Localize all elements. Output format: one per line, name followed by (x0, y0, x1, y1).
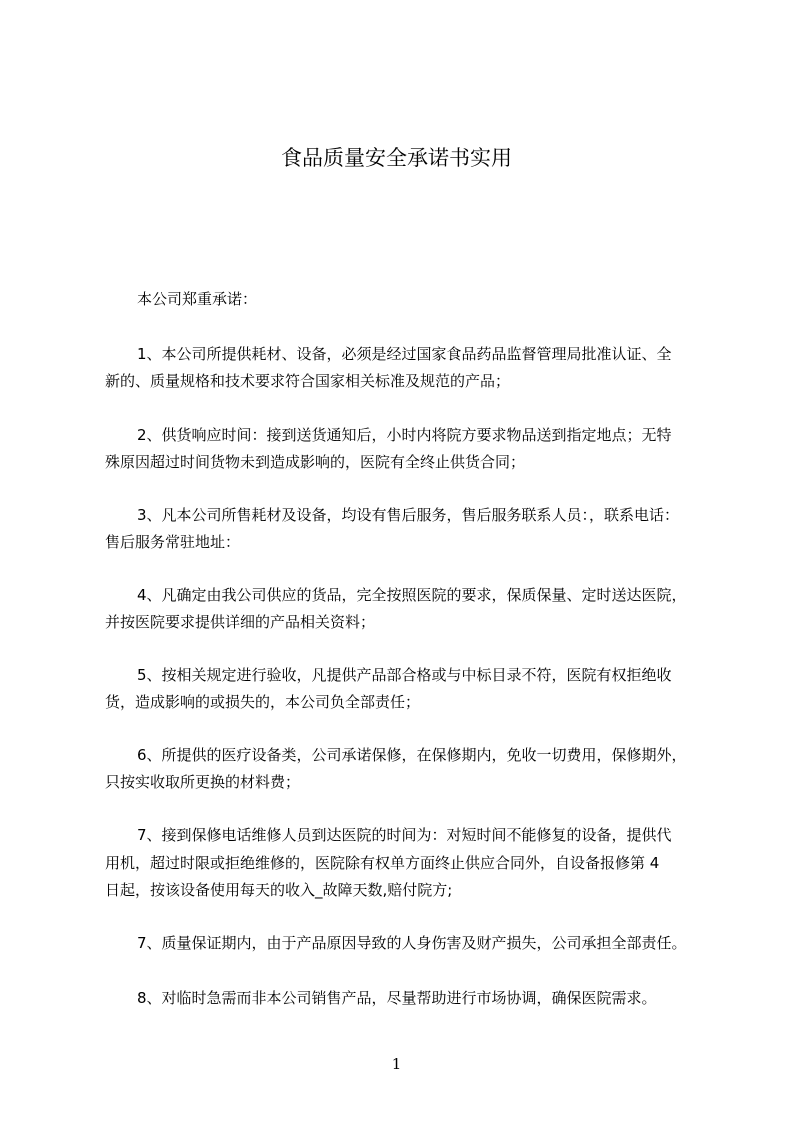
clause-3-line-1: 3、凡本公司所售耗材及设备，均设有售后服务，售后服务联系人员：，联系电话： (137, 506, 680, 524)
clause-1-line-1: 1、本公司所提供耗材、设备，必须是经过国家食品药品监督管理局批准认证、全 (137, 345, 672, 363)
clause-7-line-2: 用机，超过时限或拒绝维修的，医院除有权单方面终止供应合同外，自设备报修第 4 (105, 854, 660, 872)
clause-5-line-1: 5、按相关规定进行验收，凡提供产品部合格或与中标目录不符，医院有权拒绝收 (137, 666, 672, 684)
clause-6-line-1: 6、所提供的医疗设备类，公司承诺保修，在保修期内，免收一切费用，保修期外， (137, 746, 687, 764)
document-title: 食品质量安全承诺书实用 (281, 146, 512, 170)
clause-8-line-1: 8、对临时急需而非本公司销售产品，尽量帮助进行市场协调，确保医院需求。 (137, 989, 657, 1007)
clause-7-line-3: 日起，按该设备使用每天的收入_故障天数,赔付院方; (105, 881, 453, 899)
clause-2-line-2: 殊原因超过时间货物未到造成影响的，医院有全终止供货合同； (105, 453, 526, 471)
page-number: 1 (391, 1055, 402, 1073)
clause-3-line-2: 售后服务常驻地址： (105, 533, 241, 551)
clause-1-line-2: 新的、质量规格和技术要求符合国家相关标准及规范的产品； (105, 372, 511, 390)
clause-7-line-1: 7、接到保修电话维修人员到达医院的时间为：对短时间不能修复的设备，提供代 (137, 826, 672, 844)
clause-5-line-2: 货，造成影响的或损失的，本公司负全部责任； (105, 693, 421, 711)
clause-4-line-1: 4、凡确定由我公司供应的货品，完全按照医院的要求，保质保量、定时送达医院， (137, 586, 687, 604)
clause-6-line-2: 只按实收取所更换的材料费； (105, 773, 301, 791)
clause-7b-line-1: 7、质量保证期内，由于产品原因导致的人身伤害及财产损失，公司承担全部责任。 (137, 934, 687, 952)
intro-line: 本公司郑重承诺： (137, 290, 258, 308)
clause-2-line-1: 2、供货响应时间：接到送货通知后，小时内将院方要求物品送到指定地点；无特 (137, 426, 672, 444)
clause-4-line-2: 并按医院要求提供详细的产品相关资料； (105, 613, 376, 631)
